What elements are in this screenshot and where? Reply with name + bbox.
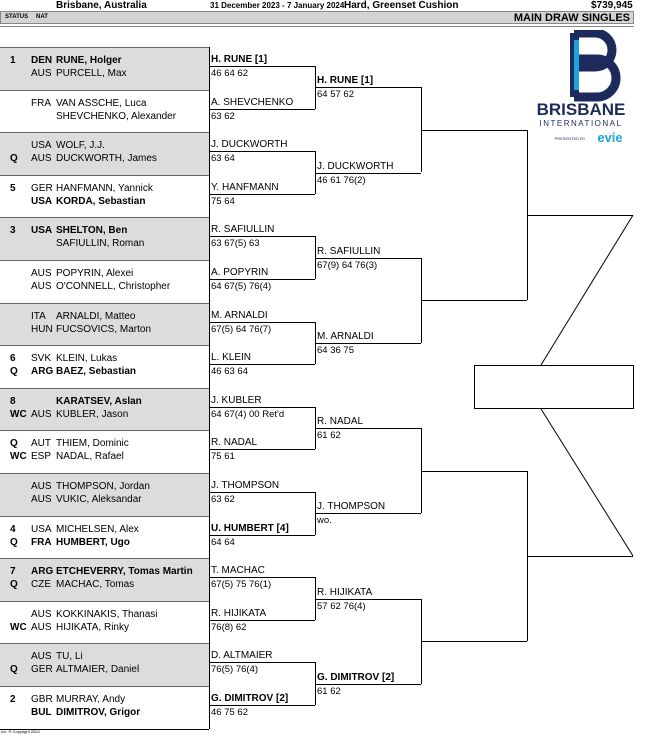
round1-score: 67(5) 64 76(7) xyxy=(211,323,272,335)
bracket-line xyxy=(315,343,421,344)
status-marker: Q xyxy=(10,664,18,676)
round1-score: 76(5) 76(4) xyxy=(211,664,258,676)
round2-winner: R. NADAL xyxy=(317,416,364,428)
logo-presented: PRESENTED BY xyxy=(554,136,586,141)
player-nat: GER xyxy=(31,664,53,676)
round1-score: 64 64 xyxy=(211,536,235,548)
bracket-line xyxy=(209,662,315,663)
player-nat: USA xyxy=(31,523,52,535)
round1-score: 46 64 62 xyxy=(211,68,248,79)
round2-winner: M. ARNALDI xyxy=(317,330,374,342)
round1-winner: H. RUNE [1] xyxy=(211,54,268,65)
player-nat: AUS xyxy=(31,621,52,633)
player-name: PURCELL, Max xyxy=(56,68,127,79)
player-name: KOKKINAKIS, Thanasi xyxy=(56,608,158,620)
status-marker: 8 xyxy=(10,395,16,407)
bracket-line xyxy=(315,428,421,429)
round2-score: 46 61 76(2) xyxy=(317,174,366,186)
player-nat: ARG xyxy=(31,366,54,378)
bracket-line xyxy=(315,173,421,174)
bracket-line xyxy=(209,492,315,493)
logo-sub: INTERNATIONAL xyxy=(539,119,623,128)
round1-winner: R. SAFIULLIN xyxy=(211,224,275,236)
logo-accent-bar xyxy=(574,40,579,90)
bracket-line xyxy=(209,236,315,237)
player-name: ARNALDI, Matteo xyxy=(56,310,136,322)
player-name: DUCKWORTH, James xyxy=(56,153,157,165)
round1-score: 63 62 xyxy=(211,494,235,505)
bracket-line xyxy=(209,620,315,621)
player-name: HIJIKATA, Rinky xyxy=(56,621,129,633)
player-name: SAFIULLIN, Roman xyxy=(56,238,145,250)
player-nat: USA xyxy=(31,140,52,152)
round2-winner: J. THOMPSON xyxy=(317,501,386,513)
bracket-line xyxy=(209,151,315,152)
status-marker: 1 xyxy=(10,55,16,66)
player-nat: SVK xyxy=(31,353,52,365)
round1-score: 76(8) 62 xyxy=(211,621,247,633)
round1-winner: A. SHEVCHENKO xyxy=(211,96,294,108)
player-nat: FRA xyxy=(31,97,51,109)
player-name: VAN ASSCHE, Luca xyxy=(56,97,147,109)
round1-winner: M. ARNALDI xyxy=(211,309,268,321)
round1-winner: D. ALTMAIER xyxy=(211,650,273,662)
status-marker: 6 xyxy=(10,353,16,365)
status-marker: WC xyxy=(10,408,27,420)
player-name: HANFMANN, Yannick xyxy=(56,182,153,194)
round1-score: 63 64 xyxy=(211,153,235,165)
player-nat: AUS xyxy=(31,651,52,663)
player-name: HUMBERT, Ugo xyxy=(56,536,130,548)
player-name: KUBLER, Jason xyxy=(56,408,129,420)
bracket-line xyxy=(209,705,315,706)
player-nat: DEN xyxy=(31,55,53,66)
player-nat: ESP xyxy=(31,451,52,463)
round1-winner: J. THOMPSON xyxy=(211,480,280,491)
player-name: MICHELSEN, Alex xyxy=(56,523,139,535)
player-nat: GBR xyxy=(31,694,53,705)
round1-winner: R. NADAL xyxy=(211,437,258,449)
round1-score: 75 64 xyxy=(211,195,235,207)
bracket-line xyxy=(421,300,527,301)
player-nat: GER xyxy=(31,182,53,194)
final-connector xyxy=(541,215,633,365)
round2-score: 61 62 xyxy=(317,430,341,442)
round2-score: 61 62 xyxy=(317,685,341,697)
round1-winner: L. KLEIN xyxy=(211,352,252,364)
prize-money: $739,945 xyxy=(591,0,633,11)
status-marker: 5 xyxy=(10,182,16,194)
round2-score: 67(9) 64 76(3) xyxy=(317,259,378,271)
player-name: FUCSOVICS, Marton xyxy=(56,323,152,335)
player-name: SHELTON, Ben xyxy=(56,225,128,237)
player-nat: AUS xyxy=(31,281,52,292)
round1-score: 67(5) 75 76(1) xyxy=(211,579,272,591)
status-marker: WC xyxy=(10,621,27,633)
player-name: MURRAY, Andy xyxy=(56,694,126,705)
player-nat: FRA xyxy=(31,536,52,548)
round1-score: 46 63 64 xyxy=(211,366,248,378)
player-name: ETCHEVERRY, Tomas Martin xyxy=(56,566,193,578)
status-marker: 3 xyxy=(10,225,16,237)
bracket-line xyxy=(209,109,315,110)
player-name: O'CONNELL, Christopher xyxy=(56,281,171,292)
player-nat: AUS xyxy=(31,494,52,505)
status-marker: 2 xyxy=(10,694,16,705)
player-name: KLEIN, Lukas xyxy=(56,353,118,365)
header-divider xyxy=(0,26,634,27)
player-name: BAEZ, Sebastian xyxy=(56,366,137,378)
status-marker: 7 xyxy=(10,566,16,578)
bracket-line xyxy=(209,535,315,536)
player-nat: AUS xyxy=(31,268,52,279)
bracket-line xyxy=(421,471,527,472)
header-band xyxy=(0,11,634,24)
player-nat: AUS xyxy=(31,481,52,492)
round1-score: 64 67(4) 00 Ret'd xyxy=(211,408,285,420)
player-nat: AUS xyxy=(31,68,52,79)
player-nat: CZE xyxy=(31,579,51,591)
bracket-line xyxy=(315,513,421,514)
round2-score: 64 57 62 xyxy=(317,89,354,101)
round1-winner: T. MACHAC xyxy=(211,565,265,577)
round1-winner: A. POPYRIN xyxy=(211,267,269,278)
round1-winner: G. DIMITROV [2] xyxy=(211,693,289,704)
round2-winner: R. HIJIKATA xyxy=(317,586,373,598)
draw-title: MAIN DRAW SINGLES xyxy=(513,12,630,24)
winner-box xyxy=(474,365,634,409)
bracket-line xyxy=(209,322,315,323)
round2-winner: H. RUNE [1] xyxy=(317,75,374,87)
bracket-line xyxy=(209,279,315,280)
tournament-dates: 31 December 2023 - 7 January 2024 xyxy=(210,1,345,10)
bracket-line xyxy=(209,66,315,67)
bracket-line xyxy=(209,577,315,578)
round1-score: 64 67(5) 76(4) xyxy=(211,281,272,292)
bracket-line xyxy=(209,407,315,408)
round1-winner: U. HUMBERT [4] xyxy=(211,522,289,534)
round2-winner: R. SAFIULLIN xyxy=(317,245,381,257)
player-name: MACHAC, Tomas xyxy=(56,579,135,591)
player-nat: USA xyxy=(31,225,53,237)
player-nat: AUS xyxy=(31,608,52,620)
round1-winner: J. KUBLER xyxy=(211,394,262,406)
footer-copyright: Inc. ® Copyright 2024 xyxy=(1,729,40,734)
player-name: THOMPSON, Jordan xyxy=(56,481,150,492)
round2-score: wo. xyxy=(317,515,332,527)
status-marker: Q xyxy=(10,438,18,450)
player-name: KORDA, Sebastian xyxy=(56,195,146,207)
bracket-line xyxy=(315,684,421,685)
status-marker: Q xyxy=(10,536,18,548)
round1-score: 63 67(5) 63 xyxy=(211,238,260,250)
status-marker: Q xyxy=(10,366,18,378)
round2-winner: G. DIMITROV [2] xyxy=(317,671,395,683)
status-marker: Q xyxy=(10,579,18,591)
round1-winner: Y. HANFMANN xyxy=(211,181,279,193)
player-name: THIEM, Dominic xyxy=(56,438,129,450)
round1-score: 63 62 xyxy=(211,110,235,122)
bracket-line xyxy=(421,130,527,131)
bracket-line xyxy=(209,364,315,365)
player-nat: AUS xyxy=(31,153,52,165)
status-marker: 4 xyxy=(10,523,16,535)
round1-score: 75 61 xyxy=(211,451,235,463)
player-nat: HUN xyxy=(31,323,53,335)
player-name: KARATSEV, Aslan xyxy=(56,395,142,407)
round2-score: 64 36 75 xyxy=(317,344,354,356)
bracket-line xyxy=(527,556,633,557)
player-nat: AUT xyxy=(31,438,51,450)
nat-column-label: NAT xyxy=(36,14,48,20)
logo-word: BRISBANE xyxy=(536,100,626,119)
player-nat: BUL xyxy=(31,707,52,718)
final-connector xyxy=(541,409,633,556)
tournament-surface: Hard, Greenset Cushion xyxy=(344,0,459,11)
status-marker: WC xyxy=(10,451,27,463)
player-nat: AUS xyxy=(31,408,52,420)
bracket-left-border xyxy=(209,47,210,729)
player-name: POPYRIN, Alexei xyxy=(56,268,134,279)
round2-score: 57 62 76(4) xyxy=(317,600,366,612)
bracket-line xyxy=(209,449,315,450)
status-marker: Q xyxy=(10,153,18,165)
status-column-label: STATUS xyxy=(5,14,29,20)
player-nat: ITA xyxy=(31,310,46,322)
round1-winner: R. HIJIKATA xyxy=(211,607,267,619)
round1-score: 46 75 62 xyxy=(211,707,248,718)
logo-sponsor: evie xyxy=(597,130,623,145)
player-name: DIMITROV, Grigor xyxy=(56,707,141,718)
bracket-line xyxy=(527,215,633,216)
player-name: WOLF, J.J. xyxy=(56,140,105,152)
player-name: RUNE, Holger xyxy=(56,55,122,66)
bracket-line xyxy=(421,641,527,642)
brisbane-international-logo xyxy=(534,30,629,145)
bracket-line xyxy=(315,87,421,88)
bracket-line xyxy=(209,194,315,195)
bracket-line xyxy=(315,258,421,259)
round2-winner: J. DUCKWORTH xyxy=(317,160,394,172)
player-name: NADAL, Rafael xyxy=(56,451,124,463)
round1-winner: J. DUCKWORTH xyxy=(211,139,288,151)
tournament-location: Brisbane, Australia xyxy=(56,0,147,11)
player-nat: USA xyxy=(31,195,53,207)
player-nat: ARG xyxy=(31,566,54,578)
player-name: TU, Li xyxy=(56,651,83,663)
bracket-line xyxy=(315,599,421,600)
player-name: VUKIC, Aleksandar xyxy=(56,494,142,505)
player-name: ALTMAIER, Daniel xyxy=(56,664,140,676)
player-name: SHEVCHENKO, Alexander xyxy=(56,110,177,122)
